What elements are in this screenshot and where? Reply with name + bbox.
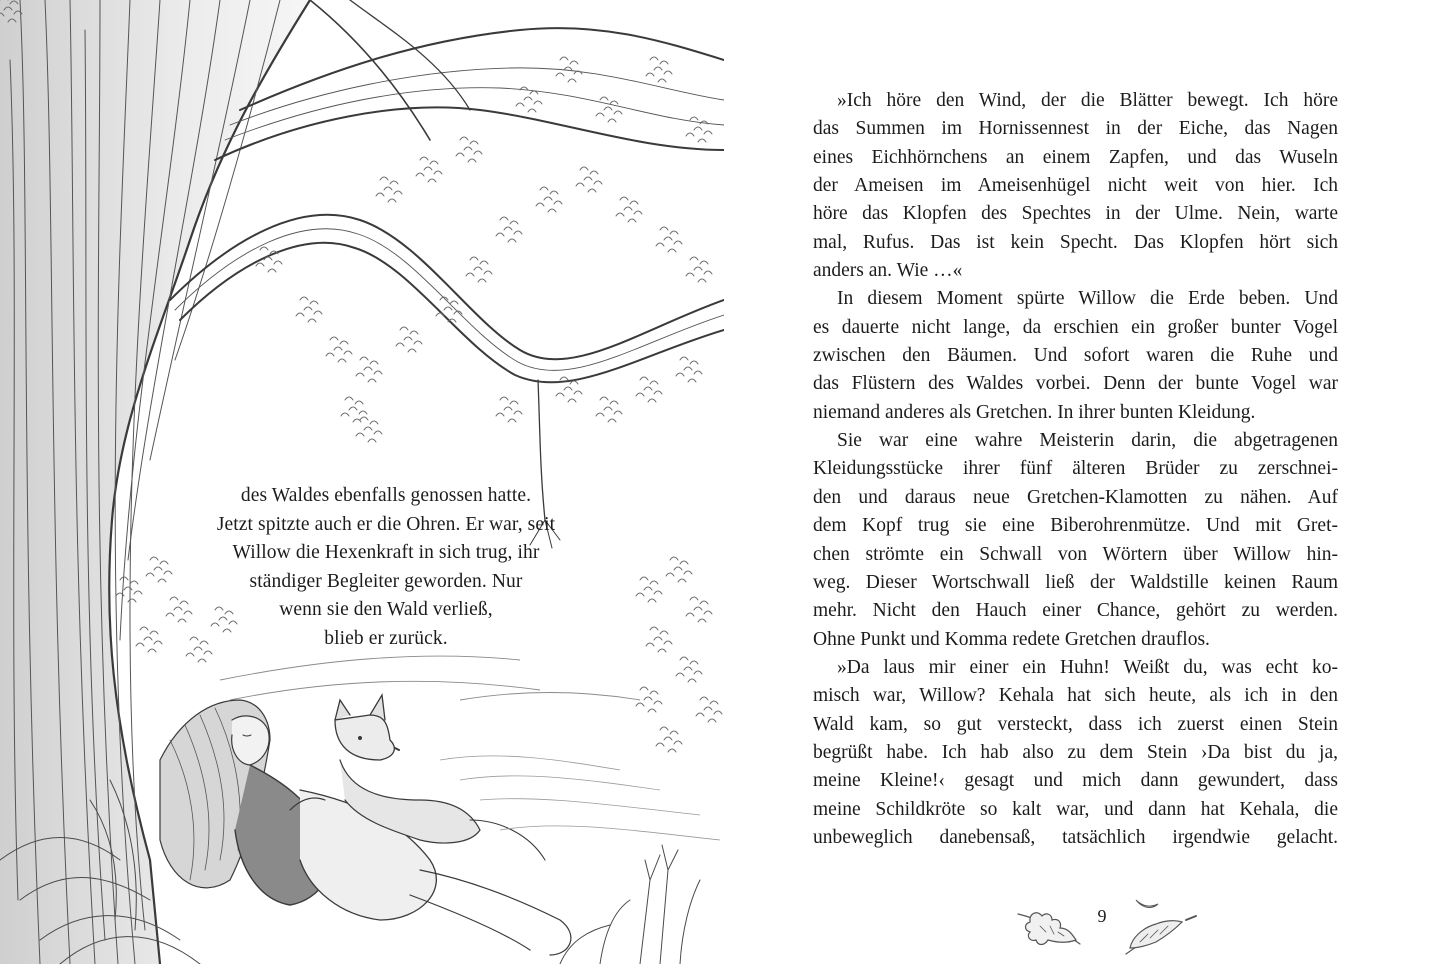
text-line: niemand anderes als Gretchen. In ihrer bunten Kleidung. [813,401,1256,423]
page-number: 9 [1097,906,1107,926]
text-line: Wald kam, so gut versteckt, dass ich zuerst einen Stein [813,713,1338,735]
text-line: mal, Rufus. Das ist kein Specht. Das Klopfen hört sich [813,231,1338,253]
text-line: begrüßt habe. Ich hab also zu dem Stein ›Da bist du ja, [813,741,1338,763]
text-line: wenn sie den Wald verließ, [279,599,493,621]
text-line: unbeweglich danebensaß, tatsächlich irgendwie gelacht. [813,826,1338,848]
page-folio [1010,896,1190,956]
text-line: mehr. Nicht den Hauch einer Chance, gehört zu werden. [813,600,1338,622]
text-line: anders an. Wie …« [813,260,963,282]
text-line: chen strömte ein Schwall von Wörtern über Willow hin- [813,543,1338,565]
leaf-small-icon [1132,896,1162,912]
text-line: misch war, Willow? Kehala hat sich heute, als ich in den [813,685,1338,707]
text-line: Jetzt spitzte auch er die Ohren. Er war, seit [216,513,556,535]
text-line: Ohne Punkt und Komma redete Gretchen drauflos. [813,628,1210,650]
text-line: »Da laus mir einer ein Huhn! Weißt du, was echt ko- [837,656,1338,678]
text-line: das Summen im Hornissennest in der Eiche, das Nagen [813,118,1338,140]
text-line: Kleidungsstücke ihrer fünf älteren Brüder zu zerschnei- [813,458,1338,480]
text-line: der Ameisen im Ameisenhügel nicht weit von hier. Ich [813,175,1338,197]
text-line: »Ich höre den Wind, der die Blätter bewegt. Ich höre [837,90,1338,111]
right-page-body [813,87,1338,852]
text-line: Sie war eine wahre Meisterin darin, die abgetragenen [837,430,1338,452]
paragraph [813,285,1338,427]
text-line: ständiger Begleiter geworden. Nur [249,570,523,592]
text-line: zwischen den Bäumen. Und sofort waren die Ruhe und [813,345,1338,367]
text-line: des Waldes ebenfalls genossen hatte. [240,485,532,506]
paragraph [813,427,1338,654]
text-line: Willow die Hexenkraft in sich trug, ihr [232,542,540,564]
text-line: dem Kopf trug sie eine Biberohrenmütze. Und mit Gret- [813,515,1338,537]
text-line: den und daraus neue Gretchen-Klamotten zu nähen. Auf [813,486,1338,508]
leaf-left-icon [1010,906,1090,956]
text-line: meine Schildkröte so kalt war, und dann hat Kehala, die [813,798,1338,820]
text-line: das Flüstern des Waldes vorbei. Denn der bunte Vogel war [813,373,1338,395]
illustration-caption-text [200,482,572,654]
text-line: es dauerte nicht lange, da erschien ein großer bunter Vogel [813,316,1338,338]
text-line: meine Kleine!‹ gesagt und mich dann gewundert, dass [813,770,1338,792]
text-line: höre das Klopfen des Spechtes in der Ulme. Nein, warte [813,203,1338,225]
text-line: weg. Dieser Wortschwall ließ der Waldstille keinen Raum [813,571,1338,593]
text-line: In diesem Moment spürte Willow die Erde beben. Und [837,288,1338,310]
paragraph [813,654,1338,852]
text-line: blieb er zurück. [324,627,448,649]
paragraph [813,87,1338,285]
leaf-right-icon [1120,908,1200,958]
text-line: eines Eichhörnchens an einem Zapfen, und das Wuseln [813,146,1338,168]
